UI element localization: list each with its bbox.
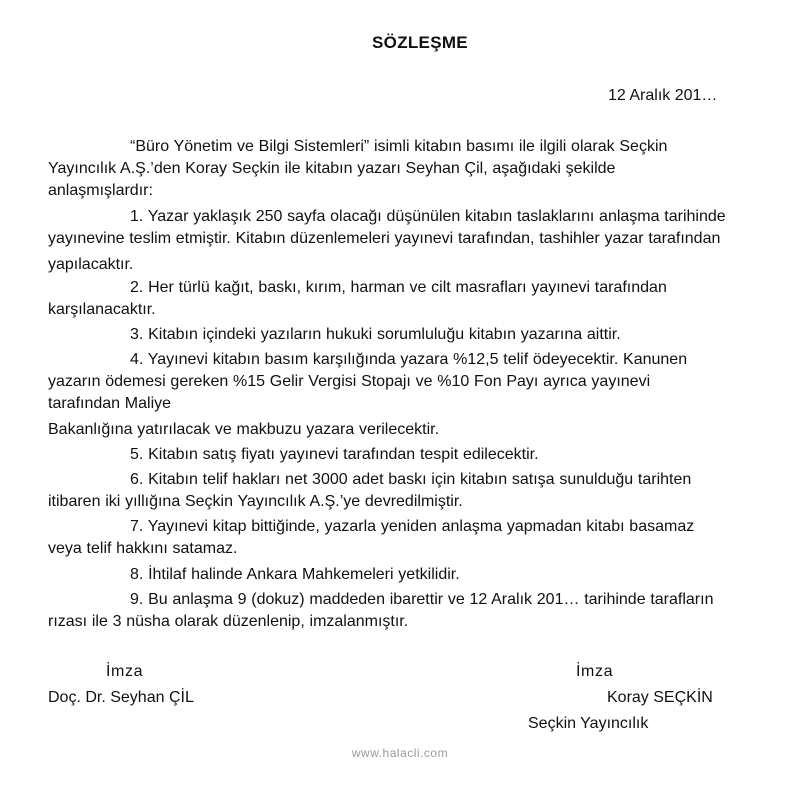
document-date: 12 Aralık 201…: [608, 87, 718, 104]
intro-line: Yayıncılık A.Ş.’den Koray Seçkin ile kitabın yazarı Seyhan Çil, aşağıdaki şekilde: [48, 160, 616, 177]
clause-line: itibaren iki yıllığına Seçkin Yayıncılık A.Ş.’ye devredilmiştir.: [48, 493, 463, 510]
clause-line: 4. Yayınevi kitabın basım karşılığında yazara %12,5 telif ödeyecektir. Kanunen: [130, 351, 688, 368]
clause-line: 8. İhtilaf halinde Ankara Mahkemeleri yetkilidir.: [130, 566, 460, 583]
left-signatory-name: Doç. Dr. Seyhan ÇİL: [48, 689, 194, 706]
clause-5: [48, 444, 793, 466]
clause-line: tarafından Maliye: [48, 395, 172, 412]
clause-line: 6. Kitabın telif hakları net 3000 adet baskı için kitabın satışa sunulduğu tarihten: [130, 471, 692, 488]
intro-paragraph: [48, 136, 793, 202]
clause-line: 7. Yayınevi kitap bittiğinde, yazarla yeniden anlaşma yapmadan kitabı basamaz: [130, 518, 695, 535]
clause-9: [48, 589, 793, 633]
clause-line: 3. Kitabın içindeki yazıların hukuki sorumluluğu kitabın yazarına aittir.: [130, 326, 621, 343]
clause-4: [48, 349, 793, 441]
clause-line: rızası ile 3 nüsha olarak düzenlenip, imzalanmıştır.: [48, 613, 409, 630]
left-signature-label: İmza: [106, 663, 144, 680]
clause-line: veya telif hakkını satamaz.: [48, 540, 238, 557]
document-title: SÖZLEŞME: [372, 33, 468, 52]
right-signature-label: İmza: [576, 663, 614, 680]
clause-6: [48, 469, 793, 513]
clause-line: yazarın ödemesi gereken %15 Gelir Vergisi Stopajı ve %10 Fon Payı ayrıca yayınevi: [48, 373, 651, 390]
right-signatory-company: Seçkin Yayıncılık: [528, 715, 649, 732]
intro-line: anlaşmışlardır:: [48, 182, 153, 199]
clause-line: 1. Yazar yaklaşık 250 sayfa olacağı düşünülen kitabın taslaklarını anlaşma tarihinde: [130, 208, 726, 225]
intro-line: “Büro Yönetim ve Bilgi Sistemleri” isimli kitabın basımı ile ilgili olarak Seçkin: [130, 138, 668, 155]
footer-watermark: www.halacli.com: [351, 746, 449, 760]
clause-line: 2. Her türlü kağıt, baskı, kırım, harman ve cilt masrafları yayınevi tarafından: [130, 279, 667, 296]
clause-line: 5. Kitabın satış fiyatı yayınevi tarafından tespit edilecektir.: [130, 446, 539, 463]
clause-line: Bakanlığına yatırılacak ve makbuzu yazara verilecektir.: [48, 421, 440, 438]
clause-8: [48, 564, 793, 586]
clause-line: karşılanacaktır.: [48, 301, 156, 318]
clause-line: yapılacaktır.: [48, 256, 134, 273]
clause-3: [48, 324, 793, 346]
clause-2: [48, 277, 793, 321]
clause-line: 9. Bu anlaşma 9 (dokuz) maddeden ibarettir ve 12 Aralık 201… tarihinde tarafların: [130, 591, 714, 608]
clause-1: [48, 206, 793, 276]
clause-line: yayınevine teslim etmiştir. Kitabın düzenlemeleri yayınevi tarafından, tashihler yazar tarafından: [48, 230, 721, 247]
right-signatory-name: Koray SEÇKİN: [607, 689, 713, 706]
clause-7: [48, 516, 793, 560]
